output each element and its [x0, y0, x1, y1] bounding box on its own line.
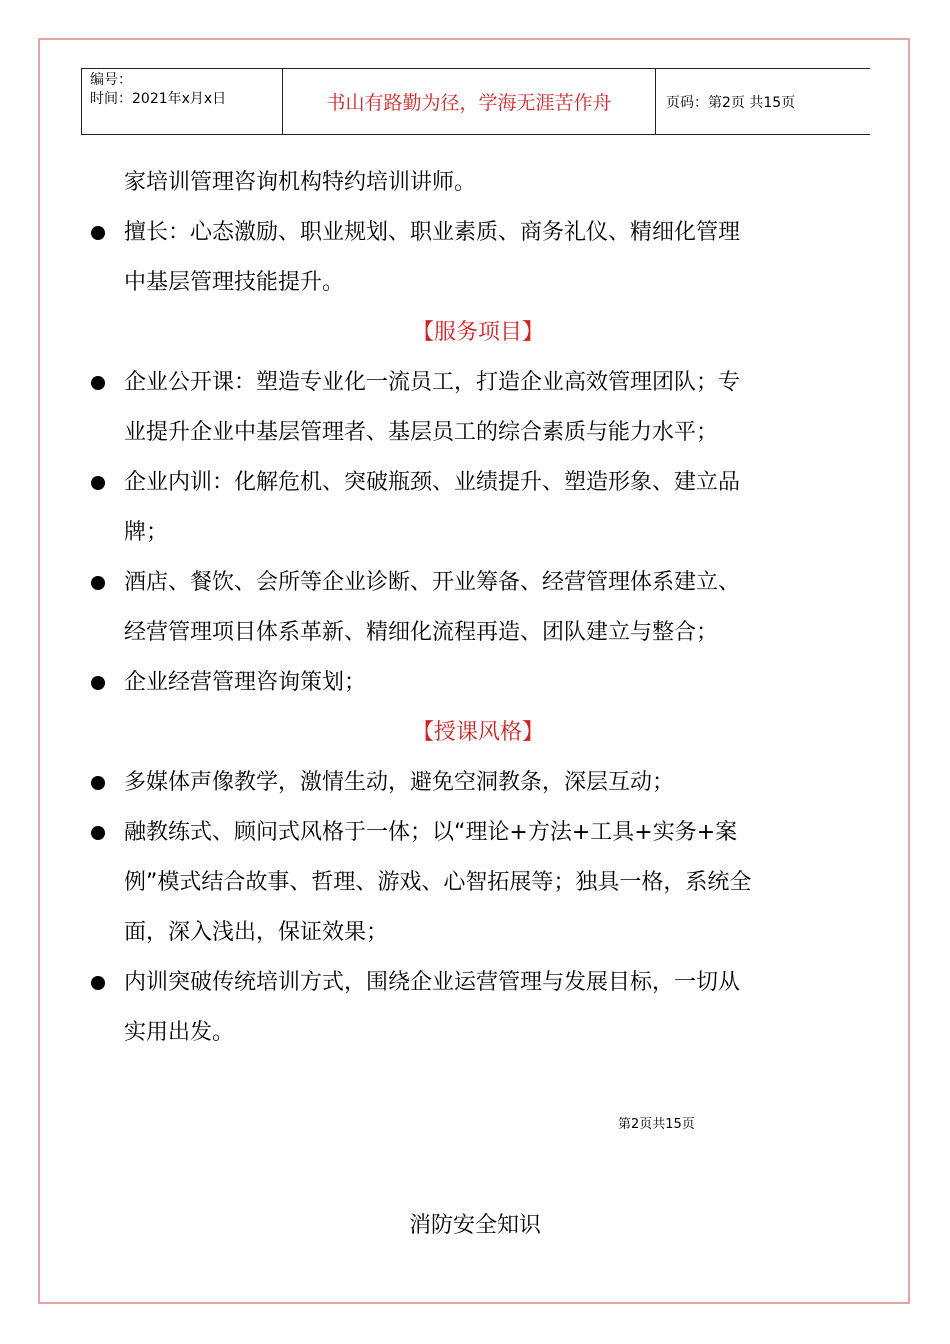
- header-page-info: 页码：第2页 共15页: [666, 94, 796, 111]
- bullet-item: [88, 358, 868, 408]
- text-line: 面，深入浅出，保证效果；: [124, 920, 389, 945]
- bullet-item: [88, 208, 868, 258]
- bullet-text: 企业内训：化解危机、突破瓶颈、业绩提升、塑造形象、建立品: [124, 470, 741, 495]
- bullet-icon: [91, 826, 105, 840]
- text-line: 业提升企业中基层管理者、基层员工的综合素质与能力水平；: [124, 420, 719, 445]
- bullet-text: 内训突破传统培训方式，围绕企业运营管理与发展目标，一切从: [124, 970, 741, 995]
- bullet-icon: [91, 976, 105, 990]
- text-line: 中基层管理技能提升。: [124, 270, 345, 295]
- section-heading-services: 【服务项目】: [411, 320, 544, 345]
- header-meta: [82, 69, 283, 134]
- bullet-text: 多媒体声像教学，激情生动，避免空洞教条，深层互动；: [124, 770, 675, 795]
- bullet-item: [88, 458, 868, 508]
- header-table: [81, 68, 870, 135]
- bullet-text: 酒店、餐饮、会所等企业诊断、开业筹备、经营管理体系建立、: [124, 570, 741, 595]
- bullet-icon: [91, 576, 105, 590]
- bullet-item: [88, 558, 868, 608]
- number-label: 编号：: [90, 72, 132, 88]
- text-line: 经营管理项目体系革新、精细化流程再造、团队建立与整合；: [124, 620, 719, 645]
- bullet-item: [88, 958, 868, 1008]
- document-body: [88, 158, 868, 1058]
- bullet-text: 企业经营管理咨询策划；: [124, 670, 367, 695]
- bullet-text: 擅长：心态激励、职业规划、职业素质、商务礼仪、精细化管理: [124, 220, 741, 245]
- bullet-text: 企业公开课：塑造专业化一流员工，打造企业高效管理团队；专: [124, 370, 741, 395]
- section-heading-style: 【授课风格】: [411, 720, 544, 745]
- bullet-icon: [91, 376, 105, 390]
- header-motto: 书山有路勤为径，学海无涯苦作舟: [283, 69, 656, 134]
- footer-title: 消防安全知识: [408, 1213, 541, 1238]
- text-line: 家培训管理咨询机构特约培训讲师。: [124, 170, 477, 195]
- bullet-item: [88, 808, 868, 858]
- text-line: 实用出发。: [124, 1020, 235, 1045]
- bullet-item: [88, 758, 868, 808]
- bullet-icon: [91, 776, 105, 790]
- bullet-icon: [91, 226, 105, 240]
- bullet-icon: [91, 676, 105, 690]
- page-number: 第2页共15页: [618, 1117, 695, 1132]
- text-line: 例”模式结合故事、哲理、游戏、心智拓展等；独具一格，系统全: [124, 870, 752, 895]
- text-line: 牌；: [124, 520, 169, 545]
- bullet-text: 融教练式、顾问式风格于一体；以“理论+方法+工具+实务+案: [124, 820, 738, 845]
- time-label: 时间：2021年x月x日: [90, 91, 227, 107]
- bullet-icon: [91, 476, 105, 490]
- bullet-item: [88, 658, 868, 708]
